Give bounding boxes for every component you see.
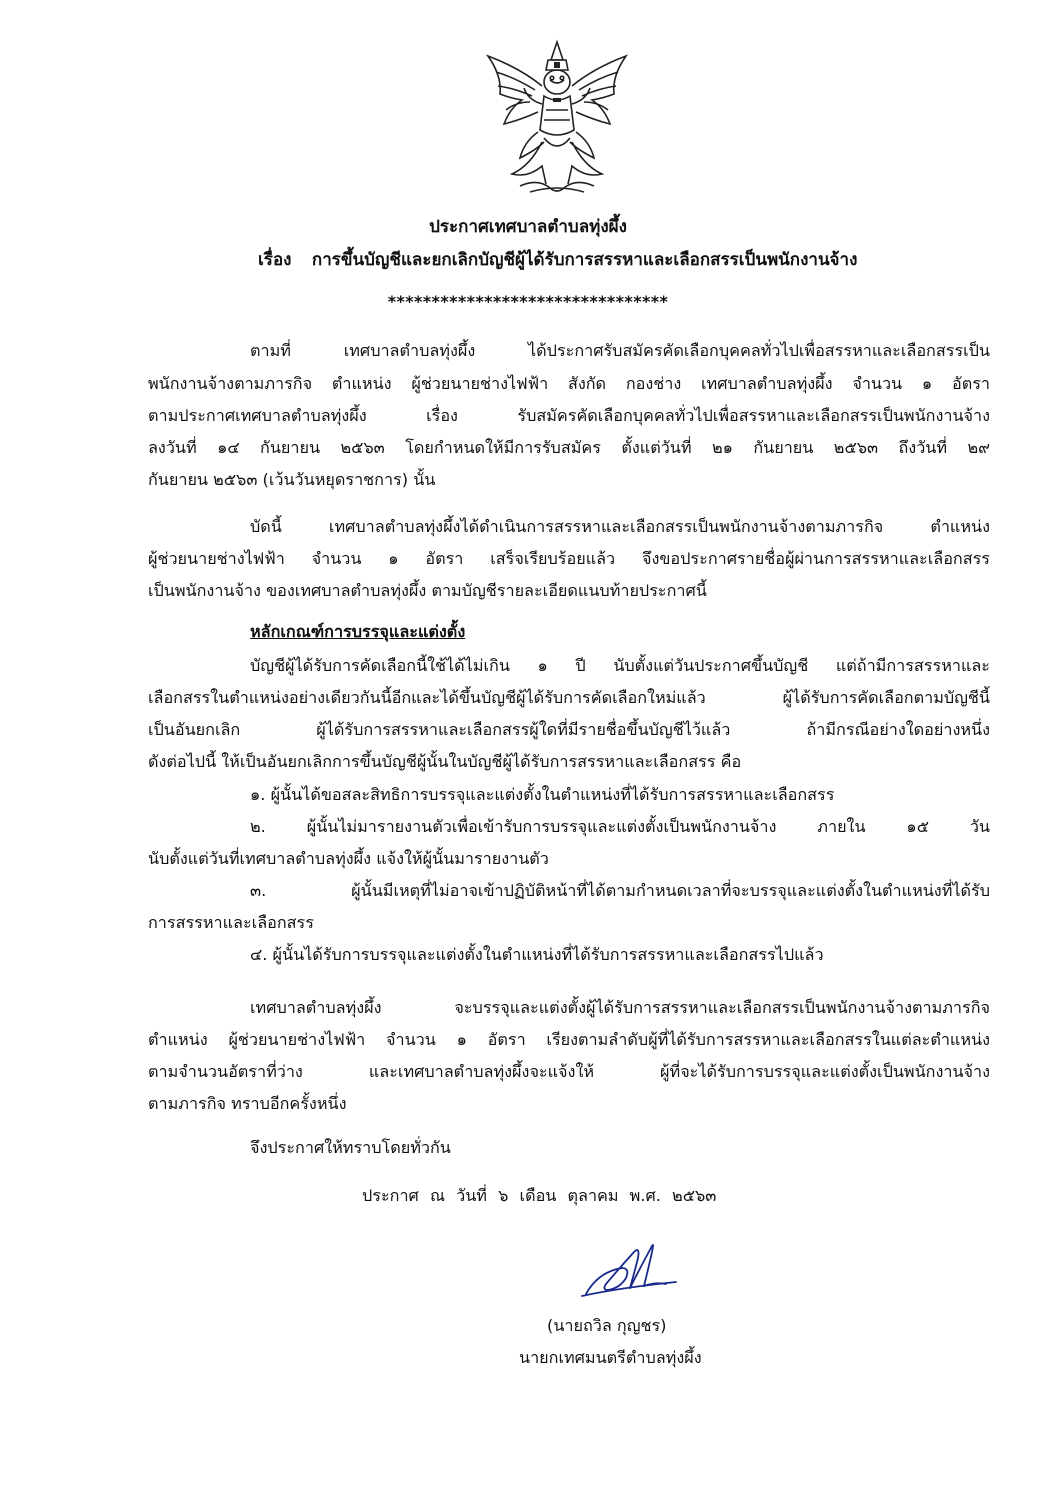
announcement-date: ประกาศ ณ วันที่ ๖ เดือน ตุลาคม พ.ศ. ๒๕๖๓: [362, 1186, 717, 1205]
para2-line: ผู้ช่วยนายช่างไฟฟ้า จำนวน ๑ อัตรา เสร็จเรียบร้อยแล้ว จึงขอประกาศรายชื่อผู้ผ่านการสรรหาและเลือกสรร: [148, 549, 990, 568]
para3-line: ตำแหน่ง ผู้ช่วยนายช่างไฟฟ้า จำนวน ๑ อัตรา เรียงตามลำดับผู้ที่ได้รับการสรรหาและเลือกสรรในแต่ละตำแหน่ง: [148, 1030, 990, 1049]
criteria-intro-line: บัญชีผู้ได้รับการคัดเลือกนี้ใช้ได้ไม่เกิน ๑ ปี นับตั้งแต่วันประกาศขึ้นบัญชี แต่ถ้ามีการสรรหาและ: [250, 656, 990, 675]
subject-label: เรื่อง: [258, 250, 292, 270]
signer-name: (นายถวิล กุญชร): [547, 1316, 667, 1335]
separator: ********************************: [387, 292, 669, 311]
criteria-intro-line: เลือกสรรในตำแหน่งอย่างเดียวกันนี้อีกและได้ขึ้นบัญชีผู้ได้รับการคัดเลือกใหม่แล้ว ผู้ได้รับการคัดเลือกตามบัญชีนี้: [148, 688, 990, 707]
criteria-item-3: ๓. ผู้นั้นมีเหตุที่ไม่อาจเข้าปฏิบัติหน้าที่ได้ตามกำหนดเวลาที่จะบรรจุและแต่งตั้งในตำแหน่งที่ได้รับ: [250, 881, 990, 900]
closing-line: จึงประกาศให้ทราบโดยทั่วกัน: [250, 1138, 451, 1157]
criteria-item-1: ๑. ผู้นั้นได้ขอสละสิทธิการบรรจุและแต่งตั้งในตำแหน่งที่ได้รับการสรรหาและเลือกสรร: [250, 785, 835, 804]
criteria-heading: หลักเกณฑ์การบรรจุและแต่งตั้ง: [250, 622, 466, 641]
para3-line: ตามภารกิจ ทราบอีกครั้งหนึ่ง: [148, 1094, 347, 1113]
subject-line: [258, 246, 857, 273]
para3-line: เทศบาลตำบลทุ่งผึ้ง จะบรรจุและแต่งตั้งผู้ได้รับการสรรหาและเลือกสรรเป็นพนักงานจ้างตามภารกิจ: [250, 998, 990, 1017]
para1-line: ตามที่ เทศบาลตำบลทุ่งผึ้ง ได้ประกาศรับสมัครคัดเลือกบุคคลทั่วไปเพื่อสรรหาและเลือกสรรเป็น: [250, 341, 990, 360]
signer-position: นายกเทศมนตรีตำบลทุ่งผึ้ง: [519, 1348, 702, 1367]
announcement-title: ประกาศเทศบาลตำบลทุ่งผึ้ง: [429, 217, 627, 237]
criteria-item-4: ๔. ผู้นั้นได้รับการบรรจุและแต่งตั้งในตำแหน่งที่ได้รับการสรรหาและเลือกสรรไปแล้ว: [250, 945, 824, 964]
para1-line: ตามประกาศเทศบาลตำบลทุ่งผึ้ง เรื่อง รับสมัครคัดเลือกบุคคลทั่วไปเพื่อสรรหาและเลือกสรรเป็นพนักงานจ้าง: [148, 406, 990, 425]
subject-text: การขึ้นบัญชีและยกเลิกบัญชีผู้ได้รับการสรรหาและเลือกสรรเป็นพนักงานจ้าง: [311, 250, 858, 270]
para2-line: เป็นพนักงานจ้าง ของเทศบาลตำบลทุ่งผึ้ง ตามบัญชีรายละเอียดแนบท้ายประกาศนี้: [148, 581, 707, 600]
para3-line: ตามจำนวนอัตราที่ว่าง และเทศบาลตำบลทุ่งผึ้งจะแจ้งให้ ผู้ที่จะได้รับการบรรจุและแต่งตั้งเป็นพนักงานจ้าง: [148, 1062, 990, 1081]
handwritten-signature: [578, 1238, 683, 1304]
criteria-item-2-cont: นับตั้งแต่วันที่เทศบาลตำบลทุ่งผึ้ง แจ้งให้ผู้นั้นมารายงานตัว: [148, 849, 549, 868]
criteria-item-3-cont: การสรรหาและเลือกสรร: [148, 913, 314, 932]
para1-line: ลงวันที่ ๑๔ กันยายน ๒๕๖๓ โดยกำหนดให้มีการรับสมัคร ตั้งแต่วันที่ ๒๑ กันยายน ๒๕๖๓ ถึงวันที่ ๒๙: [148, 438, 990, 457]
para1-line: กันยายน ๒๕๖๓ (เว้นวันหยุดราชการ) นั้น: [148, 470, 436, 489]
para1-line: พนักงานจ้างตามภารกิจ ตำแหน่ง ผู้ช่วยนายช่างไฟฟ้า สังกัด กองช่าง เทศบาลตำบลทุ่งผึ้ง จำนวน ๑ อัตรา: [148, 374, 990, 393]
garuda-emblem-icon: [480, 38, 635, 196]
criteria-intro-line: เป็นอันยกเลิก ผู้ได้รับการสรรหาและเลือกสรรผู้ใดที่มีรายชื่อขึ้นบัญชีไว้แล้ว ถ้ามีกรณีอย่างใดอย่างหนึ่ง: [148, 720, 990, 739]
criteria-item-2: ๒. ผู้นั้นไม่มารายงานตัวเพื่อเข้ารับการบรรจุและแต่งตั้งเป็นพนักงานจ้าง ภายใน ๑๕ วัน: [250, 817, 990, 836]
para2-line: บัดนี้ เทศบาลตำบลทุ่งผึ้งได้ดำเนินการสรรหาและเลือกสรรเป็นพนักงานจ้างตามภารกิจ ตำแหน่ง: [250, 517, 990, 536]
criteria-intro-line: ดังต่อไปนี้ ให้เป็นอันยกเลิกการขึ้นบัญชีผู้นั้นในบัญชีผู้ได้รับการสรรหาและเลือกสรร คือ: [148, 752, 742, 771]
